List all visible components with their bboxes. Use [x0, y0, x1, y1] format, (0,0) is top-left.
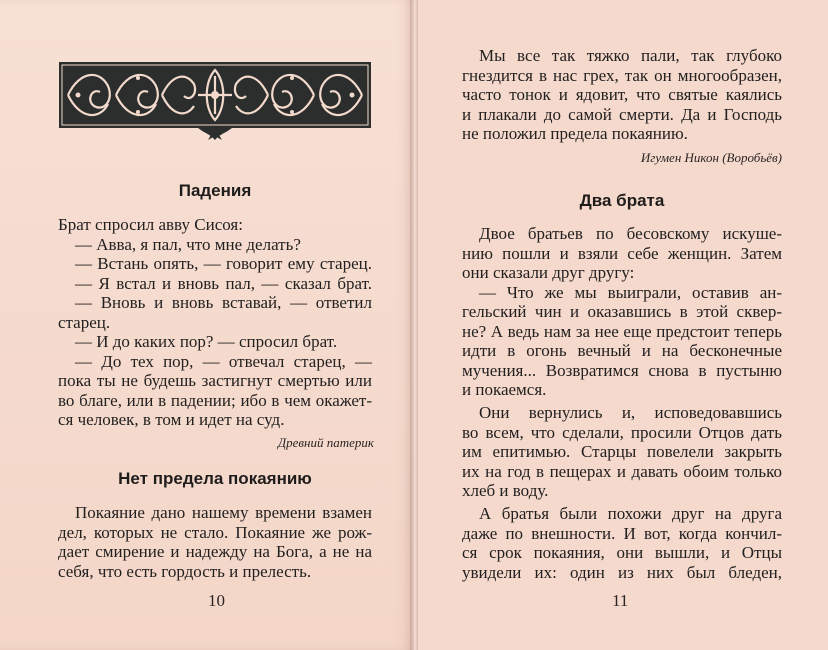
text-line: — Авва, я пал, что мне делать? [75, 235, 301, 254]
text-line: они сказали друг другу: [462, 263, 635, 282]
text-line: и покаемся. [462, 380, 547, 399]
text-line: Двое братьев по бесовскому искуше- [479, 224, 782, 243]
text-line: дает смирение и надежду на Бога, а не на [58, 542, 372, 561]
source-attribution: Древний патерик [277, 435, 374, 450]
section-title-no-limit-to-repentance: Нет предела покаянию [118, 469, 312, 488]
section-title-falls: Падения [178, 181, 252, 200]
text-line: ся человек, в том и идет на суд. [58, 410, 285, 429]
text-line: — Встань опять, — говорит ему старец. [75, 254, 372, 273]
text-line: пока ты не будешь застигнут смертью или [58, 371, 372, 390]
text-line: идти в огонь вечный и на бесконечные [462, 341, 782, 360]
text-line: Покаяние дано нашему времени взамен [75, 503, 372, 522]
text-line: не положил предела покаянию. [462, 124, 688, 143]
text-line: хлеб и воду. [462, 481, 549, 500]
text-line: даже по внешности. И вот, когда кончил- [462, 524, 782, 543]
book-spine [410, 0, 418, 650]
page-number: 11 [612, 591, 629, 610]
text-line: и плакали до самой смерти. Да и Господь [462, 105, 782, 124]
text-line: гнездится в нас грех, так он многообразен, [462, 66, 782, 85]
text-line: не? А ведь нам за нее еще предстоит теперь [462, 322, 782, 341]
text-line: — До тех пор, — отвечал старец, — [75, 352, 372, 371]
text-line: во благе, или в падении; ибо в чем окажет- [58, 391, 372, 410]
text-line: А братья были похожи друг на друга [479, 504, 782, 523]
text-line: — Я встал и вновь пал, — сказал брат. [75, 274, 372, 293]
text-line: старец. [58, 313, 111, 332]
source-attribution: Игумен Никон (Воробьёв) [640, 150, 782, 165]
text-line: — И до каких пор? — спросил брат. [75, 332, 338, 351]
text-line: увидели их: один из них был бледен, [462, 563, 782, 582]
page-number: 10 [208, 591, 225, 610]
text-line: мучения... Возвратимся снова в пустыню [462, 361, 782, 380]
text-line: гельский чин и оказавшись в этой сквер- [462, 302, 782, 321]
text-line: часто тонок и ядовит, что святые каялись [462, 85, 782, 104]
text-line: нию пошли и взяли себе женщин. Затем [462, 244, 782, 263]
text-line: дел, которых не стало. Покаяние же рож- [58, 523, 372, 542]
text-line: — Вновь и вновь вставай, — ответил [75, 293, 372, 312]
text-line: им епитимью. Старцы повелели закрыть [462, 442, 782, 461]
text-line: Они вернулись и, исповедовавшись [479, 403, 782, 422]
text-line: себя, что есть гордость и прелесть. [58, 562, 312, 581]
text-line: Мы все так тяжко пали, так глубоко [479, 46, 782, 65]
text-line: их на год в пещерах и давать обоим только [462, 462, 782, 481]
text-line: — Что же мы выиграли, оставив ан- [479, 283, 782, 302]
section-title-two-brothers: Два брата [579, 191, 665, 210]
text-line: Брат спросил авву Сисоя: [58, 215, 243, 234]
text-line: ся срок покаяния, они вышли, и Отцы [462, 543, 782, 562]
text-line: во всем, что сделали, просили Отцов дать [462, 423, 782, 442]
